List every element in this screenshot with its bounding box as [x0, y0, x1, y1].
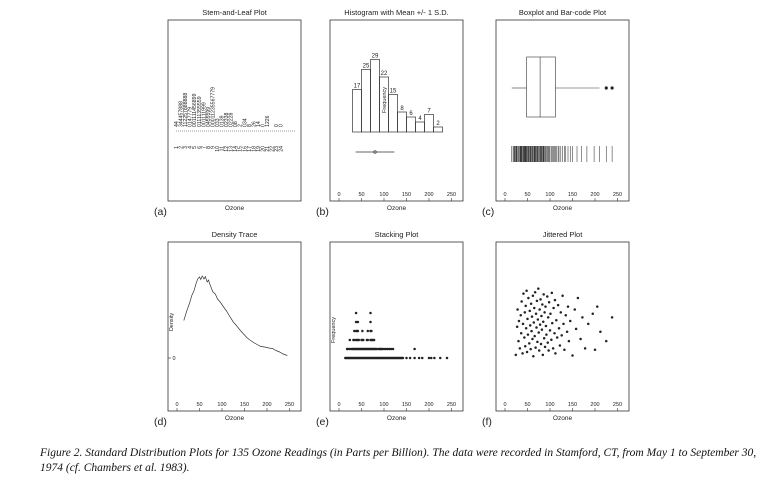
- x-tick-label: 100: [545, 192, 555, 198]
- panel-label: (e): [316, 416, 329, 428]
- leaf-digits: 112257888888: [183, 92, 190, 127]
- jitter-point: [552, 347, 555, 350]
- stack-dot: [349, 339, 352, 342]
- jitter-point: [551, 292, 554, 295]
- x-axis-label: Ozone: [386, 415, 407, 422]
- jitter-point: [540, 343, 543, 346]
- jitter-point: [565, 314, 568, 317]
- jitter-point: [520, 300, 523, 303]
- x-tick-label: 200: [590, 402, 600, 408]
- panel-title: Stem-and-Leaf Plot: [202, 8, 267, 17]
- stem-label: 6: [196, 146, 203, 149]
- x-tick-label: 50: [196, 402, 203, 408]
- jitter-point: [535, 326, 538, 329]
- panel-frame: [330, 20, 463, 201]
- leaf-digits: 8: [246, 124, 253, 127]
- bar-value-label: 7: [427, 108, 431, 115]
- jitter-point: [547, 349, 550, 352]
- y-axis-label: Frequency: [382, 87, 388, 113]
- x-tick-label: 0: [503, 402, 507, 408]
- x-tick-label: 150: [567, 192, 578, 198]
- bar-value-label: 15: [389, 88, 397, 95]
- stem-label: 18: [251, 146, 258, 152]
- x-tick-label: 150: [239, 402, 250, 408]
- stack-dot: [373, 339, 376, 342]
- jitter-point: [519, 347, 522, 350]
- panel-b: [316, 8, 463, 218]
- jitter-point: [555, 319, 558, 322]
- jitter-point: [525, 327, 528, 330]
- histogram-bar: [371, 60, 380, 133]
- stem-label: 9: [210, 146, 217, 149]
- leaf-digits: 0139: [219, 115, 226, 127]
- histogram-plot: [337, 54, 456, 202]
- outlier-point: [605, 86, 608, 89]
- stack-dot: [405, 357, 408, 360]
- leaf-digits: 001111456899: [192, 93, 199, 127]
- stack-dot: [418, 357, 421, 360]
- jitter-point: [546, 295, 549, 298]
- stem-label: 24: [278, 146, 285, 152]
- jitter-point: [515, 354, 518, 357]
- boxplot-barcode-plot: [503, 57, 622, 201]
- jitter-point: [563, 349, 566, 352]
- leaf-digits: 0: [260, 124, 267, 127]
- x-tick-label: 100: [379, 402, 389, 408]
- jitter-point: [542, 293, 545, 296]
- jitter-point: [559, 344, 562, 347]
- x-tick-label: 200: [424, 192, 434, 198]
- jitter-point: [611, 316, 614, 319]
- panel-label: (d): [154, 416, 167, 428]
- jitter-point: [567, 305, 570, 308]
- stem-label: 15: [237, 146, 244, 152]
- density-trace-plot: [168, 276, 294, 411]
- jitter-point: [550, 338, 553, 341]
- leaf-digits: 0: [278, 124, 285, 127]
- leaf-digits: 001111999: [201, 102, 208, 127]
- panel-frame: [168, 242, 301, 411]
- leaf-digits: 033: [214, 118, 221, 127]
- leaf-digits: 08: [233, 121, 240, 127]
- stem-label: 17: [246, 145, 253, 152]
- histogram-bar: [353, 90, 362, 133]
- jitter-point: [544, 346, 547, 349]
- stem-label: 21: [265, 146, 271, 152]
- stack-dot: [421, 357, 424, 360]
- jitter-point: [539, 323, 542, 326]
- leaf-digits: 14: [255, 121, 262, 127]
- x-tick-label: 150: [567, 402, 578, 408]
- jitter-point: [569, 320, 572, 323]
- stack-dot: [367, 330, 370, 333]
- stack-dot: [433, 357, 436, 360]
- jitter-point: [543, 311, 546, 314]
- jitter-point: [584, 347, 587, 350]
- stack-dot: [361, 330, 364, 333]
- jitter-point: [549, 329, 552, 332]
- stack-dot: [369, 321, 372, 324]
- jitter-point: [536, 341, 539, 344]
- jitter-point: [520, 314, 523, 317]
- jitter-point: [535, 313, 538, 316]
- jitter-point: [556, 336, 559, 339]
- box: [527, 57, 556, 117]
- jitter-point: [533, 321, 536, 324]
- stack-dot: [409, 357, 412, 360]
- stem-label: 19: [255, 146, 262, 152]
- panel-frame: [496, 20, 629, 201]
- jitter-point: [530, 330, 533, 333]
- jitter-point: [527, 297, 530, 300]
- stem-label: 22: [269, 146, 276, 152]
- jitter-point: [518, 320, 521, 323]
- bar-value-label: 22: [380, 71, 388, 77]
- x-tick-label: 0: [503, 192, 507, 198]
- jitter-point: [594, 349, 597, 352]
- jitter-point: [549, 313, 552, 316]
- stack-dot: [355, 312, 358, 315]
- x-tick-label: 200: [424, 402, 434, 408]
- jitter-point: [527, 333, 530, 336]
- jitter-point: [530, 302, 533, 305]
- x-tick-label: 250: [612, 192, 623, 198]
- jitter-point: [605, 340, 608, 343]
- leaf-digits: 02338: [224, 112, 231, 127]
- jitter-point: [560, 334, 563, 337]
- bar-value-label: 6: [409, 111, 413, 117]
- jitter-point: [516, 326, 519, 329]
- stack-dot: [367, 339, 370, 342]
- jitter-point: [539, 298, 542, 301]
- stack-dot: [357, 321, 360, 324]
- jitter-point: [571, 354, 574, 357]
- jitter-point: [532, 295, 535, 298]
- leaf-digits: 02228: [228, 112, 235, 127]
- panel-title: Stacking Plot: [374, 230, 419, 239]
- x-tick-label: 50: [524, 402, 531, 408]
- jitter-point: [529, 348, 532, 351]
- jitter-point: [560, 311, 563, 314]
- jitter-point: [520, 332, 523, 335]
- leaf-digits: 1226: [265, 115, 271, 127]
- stem-label: 10: [214, 146, 221, 152]
- histogram-bar: [398, 112, 407, 132]
- bar-value-label: 4: [418, 116, 422, 122]
- jitter-point: [537, 287, 540, 290]
- x-axis-label: Ozone: [224, 205, 245, 212]
- stem-label: 1: [174, 146, 180, 149]
- panel-label: (f): [482, 416, 492, 428]
- x-tick-label: 50: [358, 192, 365, 198]
- jitter-point: [551, 322, 554, 325]
- jitter-point: [533, 335, 536, 338]
- stack-dot: [369, 312, 372, 315]
- figure-caption: Figure 2. Standard Distribution Plots for 135 Ozone Readings (in Parts per Billion). The data were recorded in Stamford, CT, from May 1 to September 30, 1974 (cf. Chambers et al. 1983).: [40, 447, 757, 474]
- stem-label: 20: [260, 146, 267, 152]
- stem-label: 2: [178, 146, 185, 149]
- stack-dot: [428, 357, 431, 360]
- jitter-point: [557, 304, 560, 307]
- leaf-digits: 01111355559: [196, 96, 203, 127]
- jitter-point: [526, 351, 529, 354]
- jitter-point: [574, 308, 577, 311]
- x-tick-label: 200: [590, 192, 600, 198]
- x-tick-label: 250: [284, 402, 295, 408]
- panel-f: [482, 230, 629, 428]
- stem-leaf-plot: [174, 87, 295, 152]
- panel-e: [316, 230, 463, 428]
- bar-value-label: 17: [353, 83, 361, 90]
- stack-dot: [413, 357, 416, 360]
- stack-dot: [430, 357, 433, 360]
- leaf-digits: 44: [174, 121, 180, 127]
- x-axis-label: Ozone: [552, 205, 573, 212]
- panel-title: Density Trace: [211, 230, 258, 239]
- jitter-point: [540, 315, 543, 318]
- stack-dot: [358, 339, 361, 342]
- jitter-point: [537, 318, 540, 321]
- stem-label: 16: [242, 146, 249, 152]
- jitter-point: [562, 323, 565, 326]
- outlier-point: [611, 86, 614, 89]
- stem-label: 7: [201, 146, 208, 149]
- y-tick-label: 0: [172, 356, 176, 362]
- jitter-point: [531, 315, 534, 318]
- x-tick-label: 0: [337, 402, 341, 408]
- panel-label: (c): [482, 206, 495, 218]
- leaf-digits: 0147779: [187, 106, 194, 127]
- stack-dot: [413, 348, 416, 351]
- jitter-point: [542, 354, 545, 357]
- stack-dot: [370, 330, 373, 333]
- jitter-point: [566, 331, 569, 334]
- bar-value-label: 8: [400, 106, 404, 112]
- x-tick-label: 250: [446, 402, 457, 408]
- leaf-digits: 0455599: [205, 106, 212, 127]
- jitter-point: [554, 352, 557, 355]
- jitter-point: [553, 332, 556, 335]
- jittered-plot: [503, 287, 622, 411]
- density-line: [184, 276, 287, 356]
- x-tick-label: 150: [401, 402, 412, 408]
- x-tick-label: 0: [337, 192, 341, 198]
- bar-value-label: 29: [371, 53, 379, 60]
- stack-dot: [392, 348, 395, 351]
- jitter-point: [531, 338, 534, 341]
- stem-label: 5: [192, 146, 199, 149]
- x-axis-label: Ozone: [224, 415, 245, 422]
- leaf-digits: 0: [274, 124, 281, 127]
- stack-dot: [439, 357, 442, 360]
- panel-title: Jittered Plot: [542, 230, 583, 239]
- jitter-point: [538, 331, 541, 334]
- jitter-point: [599, 331, 602, 334]
- jitter-point: [534, 346, 537, 349]
- jitter-point: [538, 349, 541, 352]
- leaf-digits: 00011235567779: [210, 86, 217, 127]
- x-axis-label: Ozone: [552, 415, 573, 422]
- jitter-point: [587, 323, 590, 326]
- x-tick-label: 250: [446, 192, 457, 198]
- jitter-point: [543, 337, 546, 340]
- jitter-point: [522, 323, 525, 326]
- x-tick-label: 200: [262, 402, 272, 408]
- x-tick-label: 250: [612, 402, 623, 408]
- x-axis-label: Ozone: [386, 205, 407, 212]
- jitter-point: [533, 307, 536, 310]
- jitter-point: [581, 316, 584, 319]
- jitter-point: [541, 328, 544, 331]
- leaf-digits: 344457888: [178, 101, 185, 127]
- x-tick-label: 100: [217, 402, 227, 408]
- jitter-point: [524, 311, 527, 314]
- histogram-bar: [362, 70, 371, 133]
- jitter-point: [592, 313, 595, 316]
- jitter-point: [579, 338, 582, 341]
- jitter-point: [552, 307, 555, 310]
- jitter-point: [542, 320, 545, 323]
- x-tick-label: 100: [379, 192, 389, 198]
- panel-label: (b): [316, 206, 329, 218]
- stem-label: 4: [187, 146, 194, 149]
- jitter-point: [534, 291, 537, 294]
- jitter-point: [568, 340, 571, 343]
- jitter-point: [524, 305, 527, 308]
- jitter-point: [558, 327, 561, 330]
- jitter-point: [545, 333, 548, 336]
- jitter-point: [547, 341, 550, 344]
- jitter-point: [575, 328, 578, 331]
- stem-label: 13: [228, 146, 235, 152]
- jitter-point: [521, 352, 524, 355]
- jitter-point: [538, 308, 541, 311]
- bar-value-label: 25: [362, 63, 370, 70]
- leaf-digits: 2: [237, 124, 244, 127]
- histogram-bar: [389, 95, 398, 133]
- jitter-point: [529, 310, 532, 313]
- stack-dot: [402, 357, 405, 360]
- panel-d: [154, 230, 301, 428]
- y-axis-label: Frequency: [331, 317, 337, 343]
- jitter-point: [548, 301, 551, 304]
- stem-label: 12: [224, 146, 231, 152]
- stem-label: 23: [274, 146, 281, 152]
- jitter-point: [544, 305, 547, 308]
- panel-frame: [330, 242, 463, 411]
- bar-value-label: 2: [436, 121, 440, 127]
- histogram-bar: [434, 127, 443, 132]
- jitter-point: [532, 355, 535, 358]
- jitter-point: [517, 340, 520, 343]
- jitter-point: [536, 300, 539, 303]
- x-tick-label: 50: [524, 192, 531, 198]
- jitter-point: [522, 292, 525, 295]
- jitter-point: [596, 305, 599, 308]
- jitter-point: [541, 303, 544, 306]
- jitter-point: [554, 299, 557, 302]
- panel-title: Boxplot and Bar-code Plot: [518, 8, 607, 17]
- jitter-point: [577, 297, 580, 300]
- panel-title: Histogram with Mean +/- 1 S.D.: [344, 8, 449, 17]
- stem-label: 3: [183, 146, 190, 149]
- jitter-point: [561, 295, 564, 298]
- leaf-digits: 034: [242, 118, 249, 127]
- x-tick-label: 0: [175, 402, 179, 408]
- stem-label: 14: [233, 146, 240, 152]
- jitter-point: [523, 336, 526, 339]
- jitter-point: [547, 316, 550, 319]
- x-tick-label: 150: [401, 192, 412, 198]
- panel-label: (a): [154, 206, 167, 218]
- histogram-bar: [416, 122, 425, 132]
- stacking-plot: [331, 312, 456, 411]
- stack-dot: [362, 339, 365, 342]
- jitter-point: [528, 342, 531, 345]
- x-tick-label: 50: [358, 402, 365, 408]
- stack-dot: [357, 330, 360, 333]
- stem-label: 11: [219, 146, 226, 152]
- stack-dot: [446, 357, 449, 360]
- jitter-point: [526, 318, 529, 321]
- jitter-point: [524, 345, 527, 348]
- jitter-point: [525, 290, 528, 293]
- y-axis-label: Density: [169, 312, 175, 332]
- histogram-bar: [407, 117, 416, 132]
- jitter-point: [529, 324, 532, 327]
- jitter-point: [516, 308, 519, 311]
- stem-label: 8: [205, 146, 212, 149]
- leaf-digits: 26: [251, 121, 258, 127]
- x-tick-label: 100: [545, 402, 555, 408]
- jitter-point: [545, 325, 548, 328]
- histogram-bar: [425, 115, 434, 133]
